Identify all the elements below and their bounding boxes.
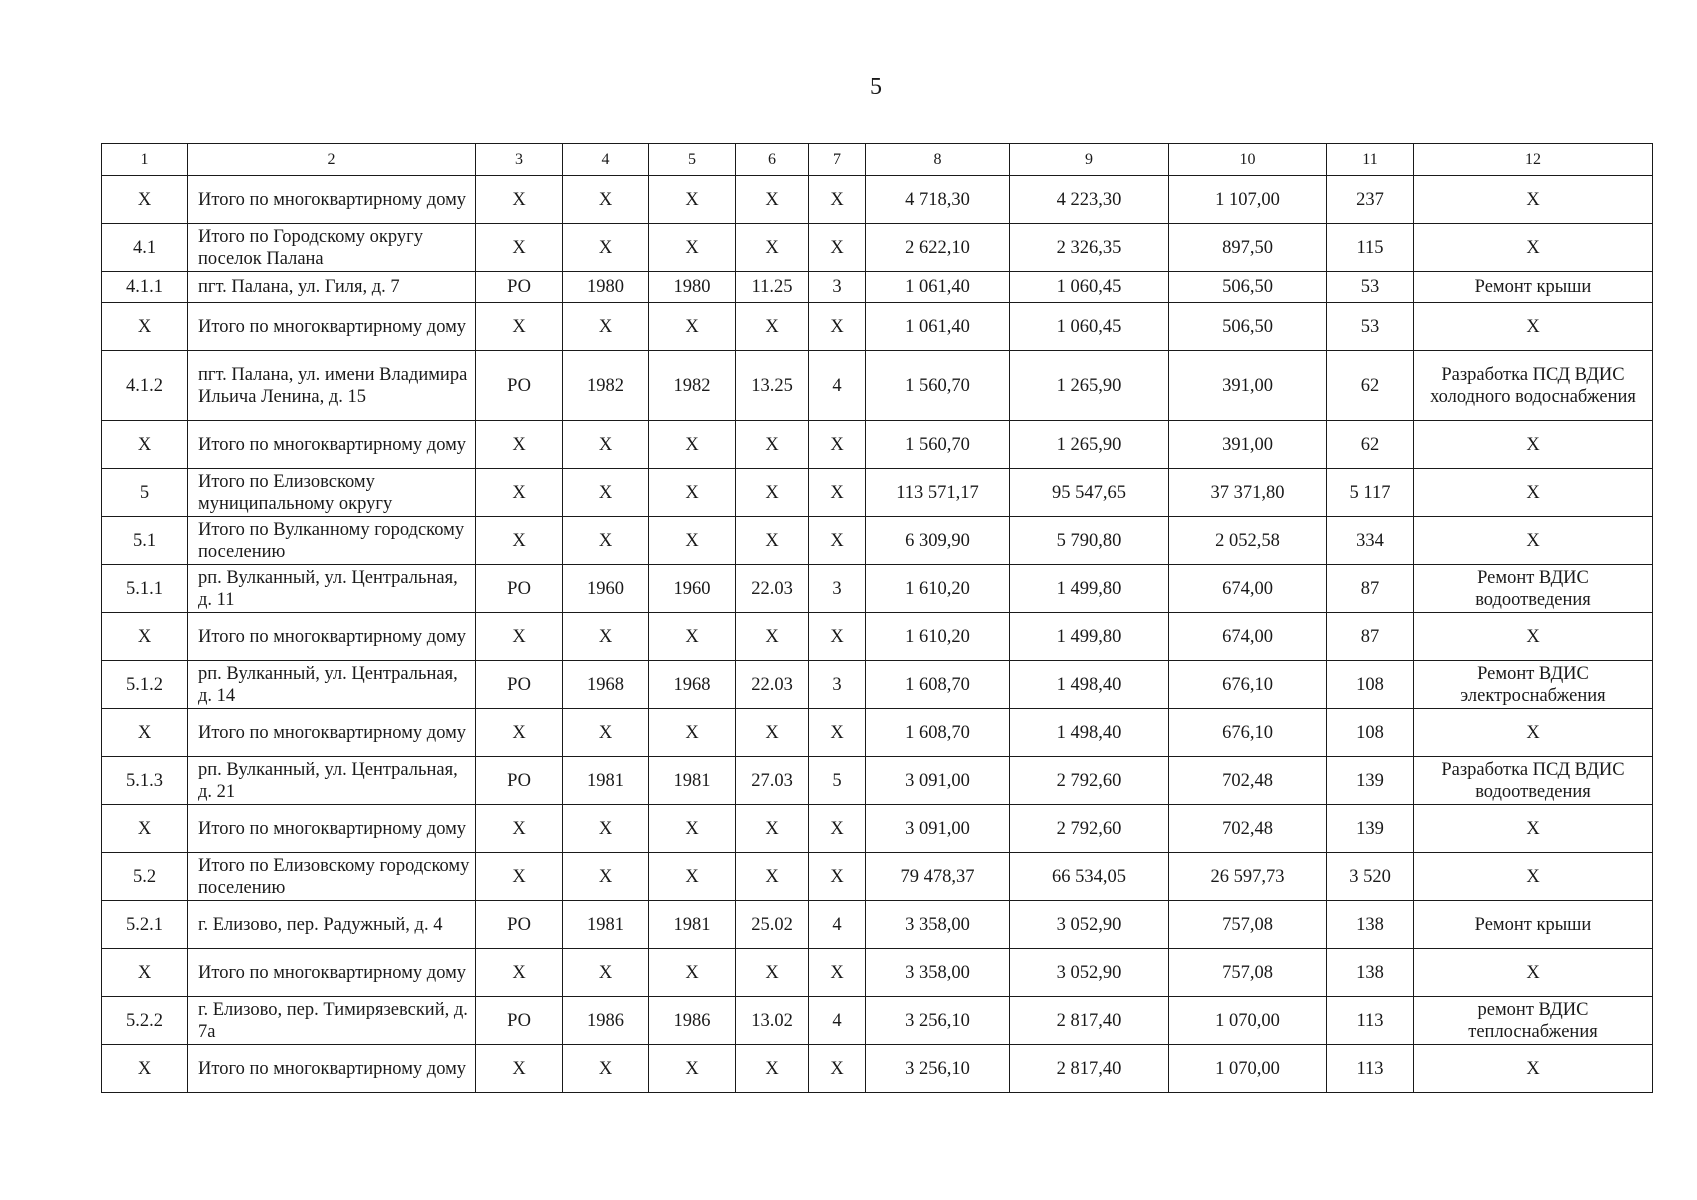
cell-year-built: Х: [563, 469, 649, 517]
cell-total-area: 1 061,40: [866, 272, 1010, 303]
cell-year-commissioned: Х: [649, 613, 736, 661]
cell-code: Х: [736, 805, 809, 853]
cell-floors: 4: [809, 997, 866, 1045]
cell-living-area: 4 223,30: [1010, 176, 1169, 224]
cell-type-code: Х: [476, 709, 563, 757]
cell-year-built: Х: [563, 176, 649, 224]
cell-year-commissioned: 1986: [649, 997, 736, 1045]
cell-nonliving-area: 37 371,80: [1169, 469, 1327, 517]
column-header: 12: [1414, 144, 1653, 176]
cell-item-number: 4.1.2: [102, 351, 188, 421]
cell-year-built: Х: [563, 517, 649, 565]
cell-work-type: Разработка ПСД ВДИС водоотведения: [1414, 757, 1653, 805]
table-row: [102, 421, 1653, 469]
cell-residents: 138: [1327, 949, 1414, 997]
cell-item-number: 5.2.1: [102, 901, 188, 949]
cell-floors: 4: [809, 351, 866, 421]
cell-nonliving-area: 2 052,58: [1169, 517, 1327, 565]
cell-code: Х: [736, 421, 809, 469]
cell-year-built: Х: [563, 853, 649, 901]
cell-floors: 3: [809, 661, 866, 709]
cell-year-built: 1982: [563, 351, 649, 421]
table-row: [102, 709, 1653, 757]
cell-item-number: Х: [102, 176, 188, 224]
cell-total-area: 1 061,40: [866, 303, 1010, 351]
table-row: [102, 565, 1653, 613]
cell-living-area: 1 498,40: [1010, 709, 1169, 757]
cell-item-number: 4.1.1: [102, 272, 188, 303]
cell-object-name: Итого по многоквартирному дому: [188, 949, 476, 997]
table-row: [102, 949, 1653, 997]
cell-total-area: 3 091,00: [866, 805, 1010, 853]
cell-floors: Х: [809, 469, 866, 517]
cell-year-built: Х: [563, 709, 649, 757]
table-row: [102, 469, 1653, 517]
table-row: [102, 853, 1653, 901]
cell-floors: Х: [809, 176, 866, 224]
cell-type-code: Х: [476, 949, 563, 997]
cell-total-area: 1 608,70: [866, 709, 1010, 757]
cell-residents: 115: [1327, 224, 1414, 272]
cell-type-code: Х: [476, 176, 563, 224]
cell-floors: Х: [809, 613, 866, 661]
cell-object-name: пгт. Палана, ул. имени Владимира Ильича Ленина, д. 15: [188, 351, 476, 421]
column-header: 3: [476, 144, 563, 176]
repair-program-table: [101, 143, 1653, 1093]
cell-living-area: 2 817,40: [1010, 997, 1169, 1045]
column-header: 8: [866, 144, 1010, 176]
cell-floors: Х: [809, 517, 866, 565]
table-row: [102, 176, 1653, 224]
cell-type-code: Х: [476, 805, 563, 853]
cell-nonliving-area: 506,50: [1169, 272, 1327, 303]
cell-object-name: Итого по многоквартирному дому: [188, 613, 476, 661]
cell-type-code: РО: [476, 351, 563, 421]
cell-residents: 108: [1327, 709, 1414, 757]
cell-item-number: 5.1.1: [102, 565, 188, 613]
cell-floors: Х: [809, 421, 866, 469]
cell-living-area: 3 052,90: [1010, 901, 1169, 949]
cell-residents: 53: [1327, 303, 1414, 351]
cell-item-number: Х: [102, 1045, 188, 1093]
page-number: 5: [870, 74, 882, 100]
cell-year-commissioned: Х: [649, 224, 736, 272]
cell-work-type: Х: [1414, 805, 1653, 853]
cell-residents: 138: [1327, 901, 1414, 949]
column-header: 11: [1327, 144, 1414, 176]
cell-floors: 5: [809, 757, 866, 805]
table-row: [102, 757, 1653, 805]
cell-work-type: Х: [1414, 421, 1653, 469]
table-row: [102, 661, 1653, 709]
cell-code: 22.03: [736, 565, 809, 613]
cell-living-area: 3 052,90: [1010, 949, 1169, 997]
cell-year-built: 1981: [563, 901, 649, 949]
table-row: [102, 351, 1653, 421]
cell-code: Х: [736, 709, 809, 757]
cell-nonliving-area: 1 070,00: [1169, 997, 1327, 1045]
cell-object-name: Итого по многоквартирному дому: [188, 805, 476, 853]
cell-item-number: 5.2.2: [102, 997, 188, 1045]
cell-type-code: Х: [476, 517, 563, 565]
cell-type-code: РО: [476, 661, 563, 709]
cell-residents: 62: [1327, 351, 1414, 421]
cell-item-number: Х: [102, 949, 188, 997]
cell-total-area: 3 256,10: [866, 997, 1010, 1045]
cell-residents: 113: [1327, 1045, 1414, 1093]
cell-residents: 3 520: [1327, 853, 1414, 901]
table-row: [102, 613, 1653, 661]
column-header: 10: [1169, 144, 1327, 176]
cell-work-type: Разработка ПСД ВДИС холодного водоснабжения: [1414, 351, 1653, 421]
cell-floors: 3: [809, 272, 866, 303]
cell-total-area: 113 571,17: [866, 469, 1010, 517]
cell-item-number: 5.1: [102, 517, 188, 565]
cell-floors: Х: [809, 224, 866, 272]
table-row: [102, 805, 1653, 853]
cell-work-type: ремонт ВДИС теплоснабжения: [1414, 997, 1653, 1045]
cell-living-area: 5 790,80: [1010, 517, 1169, 565]
cell-code: Х: [736, 224, 809, 272]
cell-year-commissioned: Х: [649, 1045, 736, 1093]
cell-type-code: РО: [476, 565, 563, 613]
table-body: [102, 176, 1653, 1093]
cell-nonliving-area: 897,50: [1169, 224, 1327, 272]
cell-work-type: Ремонт ВДИС электроснабжения: [1414, 661, 1653, 709]
cell-nonliving-area: 676,10: [1169, 661, 1327, 709]
cell-work-type: Х: [1414, 303, 1653, 351]
cell-living-area: 2 326,35: [1010, 224, 1169, 272]
column-header: 4: [563, 144, 649, 176]
cell-object-name: рп. Вулканный, ул. Центральная, д. 21: [188, 757, 476, 805]
cell-total-area: 6 309,90: [866, 517, 1010, 565]
cell-nonliving-area: 1 070,00: [1169, 1045, 1327, 1093]
cell-residents: 87: [1327, 565, 1414, 613]
column-header: 6: [736, 144, 809, 176]
cell-living-area: 2 792,60: [1010, 757, 1169, 805]
cell-work-type: Х: [1414, 517, 1653, 565]
cell-year-commissioned: Х: [649, 949, 736, 997]
cell-living-area: 1 060,45: [1010, 303, 1169, 351]
cell-object-name: рп. Вулканный, ул. Центральная, д. 11: [188, 565, 476, 613]
cell-total-area: 1 608,70: [866, 661, 1010, 709]
cell-residents: 5 117: [1327, 469, 1414, 517]
cell-type-code: РО: [476, 757, 563, 805]
cell-nonliving-area: 1 107,00: [1169, 176, 1327, 224]
cell-living-area: 95 547,65: [1010, 469, 1169, 517]
cell-residents: 108: [1327, 661, 1414, 709]
table-row: [102, 901, 1653, 949]
cell-year-built: Х: [563, 303, 649, 351]
cell-code: Х: [736, 517, 809, 565]
cell-nonliving-area: 391,00: [1169, 421, 1327, 469]
cell-code: 27.03: [736, 757, 809, 805]
cell-work-type: Х: [1414, 709, 1653, 757]
cell-code: Х: [736, 469, 809, 517]
cell-item-number: 5.1.3: [102, 757, 188, 805]
cell-item-number: 5: [102, 469, 188, 517]
cell-object-name: рп. Вулканный, ул. Центральная, д. 14: [188, 661, 476, 709]
cell-residents: 113: [1327, 997, 1414, 1045]
cell-year-built: 1960: [563, 565, 649, 613]
cell-code: 13.25: [736, 351, 809, 421]
cell-item-number: 5.1.2: [102, 661, 188, 709]
cell-work-type: Х: [1414, 949, 1653, 997]
cell-nonliving-area: 674,00: [1169, 613, 1327, 661]
cell-code: Х: [736, 176, 809, 224]
cell-year-built: Х: [563, 805, 649, 853]
cell-year-built: Х: [563, 949, 649, 997]
cell-total-area: 79 478,37: [866, 853, 1010, 901]
cell-object-name: Итого по Елизовскому муниципальному округу: [188, 469, 476, 517]
column-header: 1: [102, 144, 188, 176]
cell-living-area: 1 499,80: [1010, 565, 1169, 613]
cell-work-type: Х: [1414, 613, 1653, 661]
cell-item-number: 4.1: [102, 224, 188, 272]
cell-object-name: Итого по Городскому округу поселок Палана: [188, 224, 476, 272]
cell-residents: 139: [1327, 805, 1414, 853]
cell-work-type: Х: [1414, 176, 1653, 224]
table-row: [102, 1045, 1653, 1093]
cell-total-area: 3 256,10: [866, 1045, 1010, 1093]
cell-year-built: 1968: [563, 661, 649, 709]
cell-item-number: Х: [102, 709, 188, 757]
cell-nonliving-area: 702,48: [1169, 805, 1327, 853]
cell-residents: 62: [1327, 421, 1414, 469]
cell-year-commissioned: Х: [649, 469, 736, 517]
cell-year-commissioned: Х: [649, 303, 736, 351]
cell-residents: 87: [1327, 613, 1414, 661]
cell-object-name: г. Елизово, пер. Радужный, д. 4: [188, 901, 476, 949]
cell-nonliving-area: 676,10: [1169, 709, 1327, 757]
cell-living-area: 1 265,90: [1010, 421, 1169, 469]
cell-total-area: 1 560,70: [866, 351, 1010, 421]
cell-year-built: Х: [563, 421, 649, 469]
cell-object-name: г. Елизово, пер. Тимирязевский, д. 7а: [188, 997, 476, 1045]
cell-residents: 334: [1327, 517, 1414, 565]
cell-year-built: Х: [563, 1045, 649, 1093]
cell-year-commissioned: Х: [649, 176, 736, 224]
cell-object-name: Итого по многоквартирному дому: [188, 1045, 476, 1093]
cell-type-code: Х: [476, 224, 563, 272]
cell-code: 22.03: [736, 661, 809, 709]
column-header: 2: [188, 144, 476, 176]
cell-year-built: 1981: [563, 757, 649, 805]
cell-code: Х: [736, 853, 809, 901]
cell-type-code: Х: [476, 469, 563, 517]
cell-code: 11.25: [736, 272, 809, 303]
cell-nonliving-area: 702,48: [1169, 757, 1327, 805]
cell-code: 25.02: [736, 901, 809, 949]
cell-total-area: 1 610,20: [866, 613, 1010, 661]
table-row: [102, 224, 1653, 272]
cell-living-area: 2 817,40: [1010, 1045, 1169, 1093]
cell-floors: 3: [809, 565, 866, 613]
cell-year-commissioned: Х: [649, 709, 736, 757]
cell-living-area: 1 499,80: [1010, 613, 1169, 661]
cell-item-number: 5.2: [102, 853, 188, 901]
cell-year-commissioned: Х: [649, 805, 736, 853]
cell-type-code: Х: [476, 303, 563, 351]
cell-total-area: 1 610,20: [866, 565, 1010, 613]
cell-work-type: Х: [1414, 469, 1653, 517]
cell-total-area: 4 718,30: [866, 176, 1010, 224]
column-header: 9: [1010, 144, 1169, 176]
column-header: 5: [649, 144, 736, 176]
cell-item-number: Х: [102, 421, 188, 469]
cell-residents: 237: [1327, 176, 1414, 224]
cell-floors: Х: [809, 709, 866, 757]
cell-object-name: Итого по многоквартирному дому: [188, 709, 476, 757]
cell-work-type: Х: [1414, 853, 1653, 901]
cell-type-code: Х: [476, 1045, 563, 1093]
cell-year-built: Х: [563, 224, 649, 272]
column-number-row: [102, 144, 1653, 176]
cell-year-commissioned: 1982: [649, 351, 736, 421]
cell-year-commissioned: 1980: [649, 272, 736, 303]
cell-code: 13.02: [736, 997, 809, 1045]
column-header: 7: [809, 144, 866, 176]
cell-work-type: Ремонт крыши: [1414, 901, 1653, 949]
cell-item-number: Х: [102, 303, 188, 351]
table-row: [102, 272, 1653, 303]
cell-work-type: Ремонт ВДИС водоотведения: [1414, 565, 1653, 613]
cell-work-type: Х: [1414, 1045, 1653, 1093]
cell-work-type: Х: [1414, 224, 1653, 272]
cell-year-commissioned: Х: [649, 517, 736, 565]
cell-type-code: Х: [476, 613, 563, 661]
cell-year-built: 1980: [563, 272, 649, 303]
cell-work-type: Ремонт крыши: [1414, 272, 1653, 303]
cell-total-area: 3 358,00: [866, 901, 1010, 949]
cell-object-name: Итого по многоквартирному дому: [188, 303, 476, 351]
cell-floors: Х: [809, 949, 866, 997]
cell-object-name: пгт. Палана, ул. Гиля, д. 7: [188, 272, 476, 303]
cell-living-area: 1 265,90: [1010, 351, 1169, 421]
cell-year-built: Х: [563, 613, 649, 661]
cell-living-area: 66 534,05: [1010, 853, 1169, 901]
cell-nonliving-area: 757,08: [1169, 901, 1327, 949]
cell-type-code: РО: [476, 272, 563, 303]
cell-year-commissioned: 1968: [649, 661, 736, 709]
cell-item-number: Х: [102, 805, 188, 853]
cell-type-code: РО: [476, 901, 563, 949]
cell-total-area: 1 560,70: [866, 421, 1010, 469]
cell-nonliving-area: 506,50: [1169, 303, 1327, 351]
cell-nonliving-area: 757,08: [1169, 949, 1327, 997]
cell-floors: Х: [809, 805, 866, 853]
cell-type-code: Х: [476, 421, 563, 469]
table-row: [102, 303, 1653, 351]
cell-residents: 139: [1327, 757, 1414, 805]
cell-residents: 53: [1327, 272, 1414, 303]
cell-year-built: 1986: [563, 997, 649, 1045]
cell-year-commissioned: Х: [649, 853, 736, 901]
cell-type-code: РО: [476, 997, 563, 1045]
cell-floors: Х: [809, 853, 866, 901]
table-row: [102, 997, 1653, 1045]
cell-living-area: 1 498,40: [1010, 661, 1169, 709]
cell-nonliving-area: 26 597,73: [1169, 853, 1327, 901]
cell-code: Х: [736, 949, 809, 997]
cell-item-number: Х: [102, 613, 188, 661]
table-row: [102, 517, 1653, 565]
cell-object-name: Итого по многоквартирному дому: [188, 421, 476, 469]
cell-total-area: 3 358,00: [866, 949, 1010, 997]
cell-code: Х: [736, 303, 809, 351]
cell-year-commissioned: Х: [649, 421, 736, 469]
cell-total-area: 3 091,00: [866, 757, 1010, 805]
cell-year-commissioned: 1981: [649, 901, 736, 949]
cell-nonliving-area: 674,00: [1169, 565, 1327, 613]
cell-total-area: 2 622,10: [866, 224, 1010, 272]
cell-code: Х: [736, 1045, 809, 1093]
cell-floors: 4: [809, 901, 866, 949]
cell-floors: Х: [809, 1045, 866, 1093]
cell-floors: Х: [809, 303, 866, 351]
cell-code: Х: [736, 613, 809, 661]
cell-nonliving-area: 391,00: [1169, 351, 1327, 421]
cell-object-name: Итого по Елизовскому городскому поселению: [188, 853, 476, 901]
cell-living-area: 2 792,60: [1010, 805, 1169, 853]
cell-object-name: Итого по Вулканному городскому поселению: [188, 517, 476, 565]
cell-object-name: Итого по многоквартирному дому: [188, 176, 476, 224]
cell-year-commissioned: 1960: [649, 565, 736, 613]
cell-living-area: 1 060,45: [1010, 272, 1169, 303]
cell-type-code: Х: [476, 853, 563, 901]
cell-year-commissioned: 1981: [649, 757, 736, 805]
